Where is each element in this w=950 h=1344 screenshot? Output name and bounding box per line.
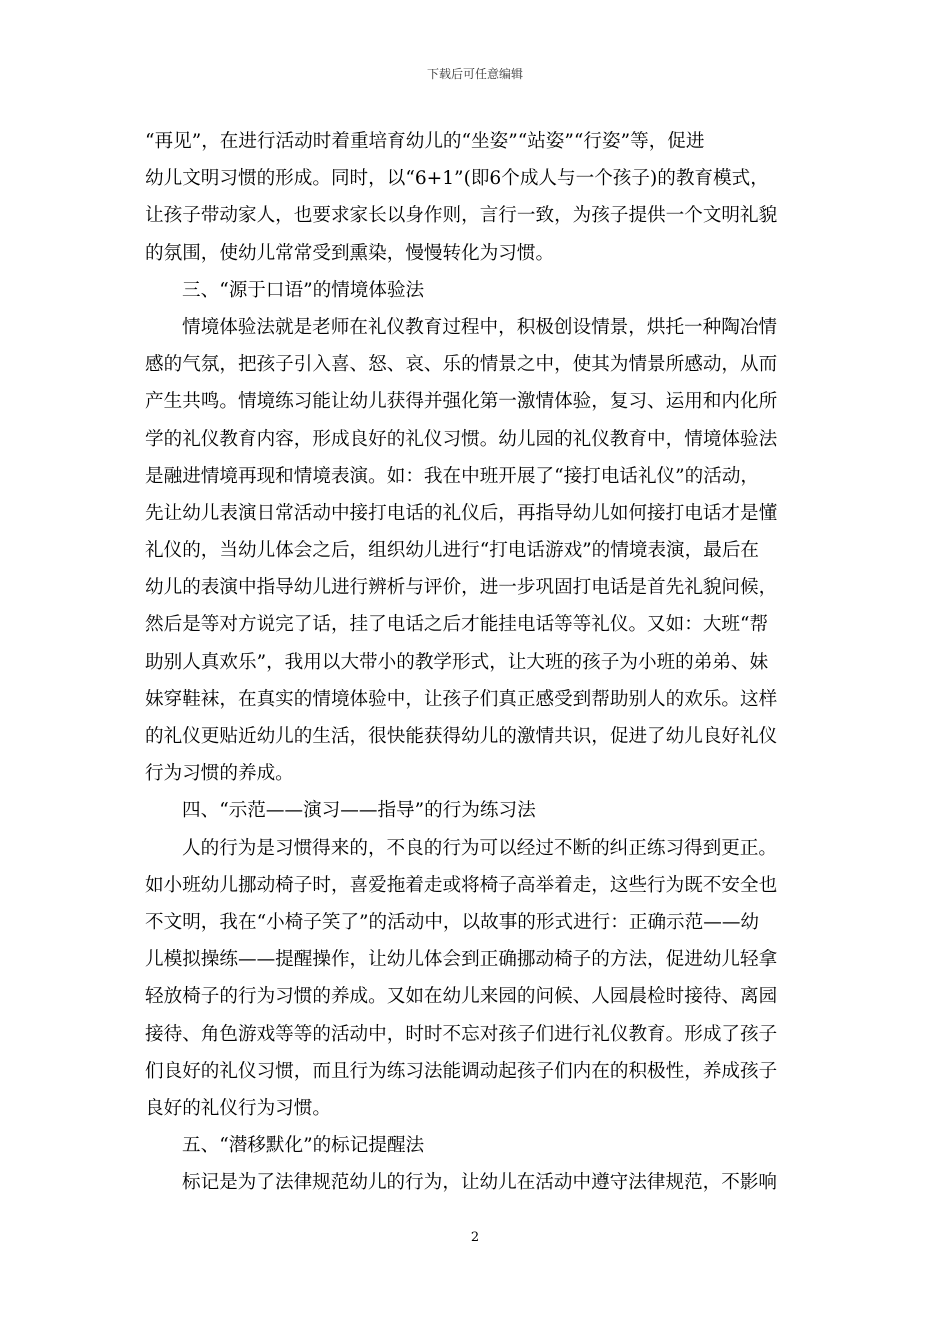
paragraph-line: 助别人真欢乐”，我用以大带小的教学形式，让大班的孩子为小班的弟弟、妹 (145, 651, 769, 673)
document-body (145, 123, 809, 1201)
section-heading-4: 四、“示范——演习——指导”的行为练习法 (182, 800, 536, 822)
paragraph-line: 情境体验法就是老师在礼仪教育过程中，积极创设情景，烘托一种陶冶情 (182, 316, 778, 338)
paragraph-line: “再见”，在进行活动时着重培育幼儿的“坐姿”“站姿”“行姿”等，促进 (145, 131, 705, 152)
paragraph-line: 感的气氛，把孩子引入喜、怒、哀、乐的情景之中，使其为情景所感动，从而 (145, 354, 778, 376)
section-heading-3: 三、“源于口语”的情境体验法 (182, 279, 425, 301)
paragraph-line: 的礼仪更贴近幼儿的生活，很快能获得幼儿的激情共识，促进了幼儿良好礼仪 (145, 726, 778, 747)
paragraph-line: 标记是为了法律规范幼儿的行为，让幼儿在活动中遵守法律规范，不影响 (182, 1172, 778, 1194)
paragraph-line: 儿模拟操练——提醒操作，让幼儿体会到正确挪动椅子的方法，促进幼儿轻拿 (145, 949, 778, 971)
paragraph-line: 幼儿的表演中指导幼儿进行辨析与评价，进一步巩固打电话是首先礼貌问候， (145, 577, 778, 599)
paragraph-line: 不文明，我在“小椅子笑了”的活动中，以故事的形式进行：正确示范——幼 (145, 911, 760, 933)
paragraph-line: 是融进情境再现和情境表演。如：我在中班开展了“接打电话礼仪”的活动， (145, 465, 760, 487)
paragraph-line: 学的礼仪教育内容，形成良好的礼仪习惯。幼儿园的礼仪教育中，情境体验法 (145, 428, 778, 450)
paragraph-line: 人的行为是习惯得来的，不良的行为可以经过不断的纠正练习得到更正。 (182, 837, 778, 859)
paragraph-line: 让孩子带动家人，也要求家长以身作则，言行一致，为孩子提供一个文明礼貌 (145, 205, 778, 227)
page-header: 下载后可任意编辑 (426, 67, 523, 81)
paragraph-line: 产生共鸣。情境练习能让幼儿获得并强化第一激情体验，复习、运用和内化所 (145, 391, 778, 413)
paragraph-line: 的氛围，使幼儿常常受到熏染，慢慢转化为习惯。 (145, 242, 555, 264)
paragraph-line: 先让幼儿表演日常活动中接打电话的礼仪后，再指导幼儿如何接打电话才是懂 (145, 502, 778, 524)
paragraph-line: 行为习惯的养成。 (145, 763, 294, 785)
paragraph-line: 接待、角色游戏等等的活动中，时时不忘对孩子们进行礼仪教育。形成了孩子 (145, 1023, 778, 1045)
section-heading-5: 五、“潜移默化”的标记提醒法 (182, 1135, 425, 1157)
paragraph-line: 礼仪的，当幼儿体会之后，组织幼儿进行“打电话游戏”的情境表演，最后在 (145, 540, 760, 562)
paragraph-line: 良好的礼仪行为习惯。 (145, 1097, 331, 1119)
paragraph-line: 妹穿鞋袜，在真实的情境体验中，让孩子们真正感受到帮助别人的欢乐。这样 (145, 688, 778, 710)
paragraph-line: 轻放椅子的行为习惯的养成。又如在幼儿来园的问候、人园晨检时接待、离园 (145, 986, 778, 1008)
page-number: 2 (470, 1230, 480, 1245)
paragraph-line: 们良好的礼仪习惯，而且行为练习法能调动起孩子们内在的积极性，养成孩子 (145, 1060, 778, 1082)
paragraph-line: 幼儿文明习惯的形成。同时，以“6+1”(即6个成人与一个孩子)的教育模式， (145, 168, 769, 190)
paragraph-line: 然后是等对方说完了话，挂了电话之后才能挂电话等等礼仪。又如：大班“帮 (145, 614, 769, 636)
paragraph-line: 如小班幼儿挪动椅子时，喜爱拖着走或将椅子高举着走，这些行为既不安全也 (145, 874, 778, 896)
